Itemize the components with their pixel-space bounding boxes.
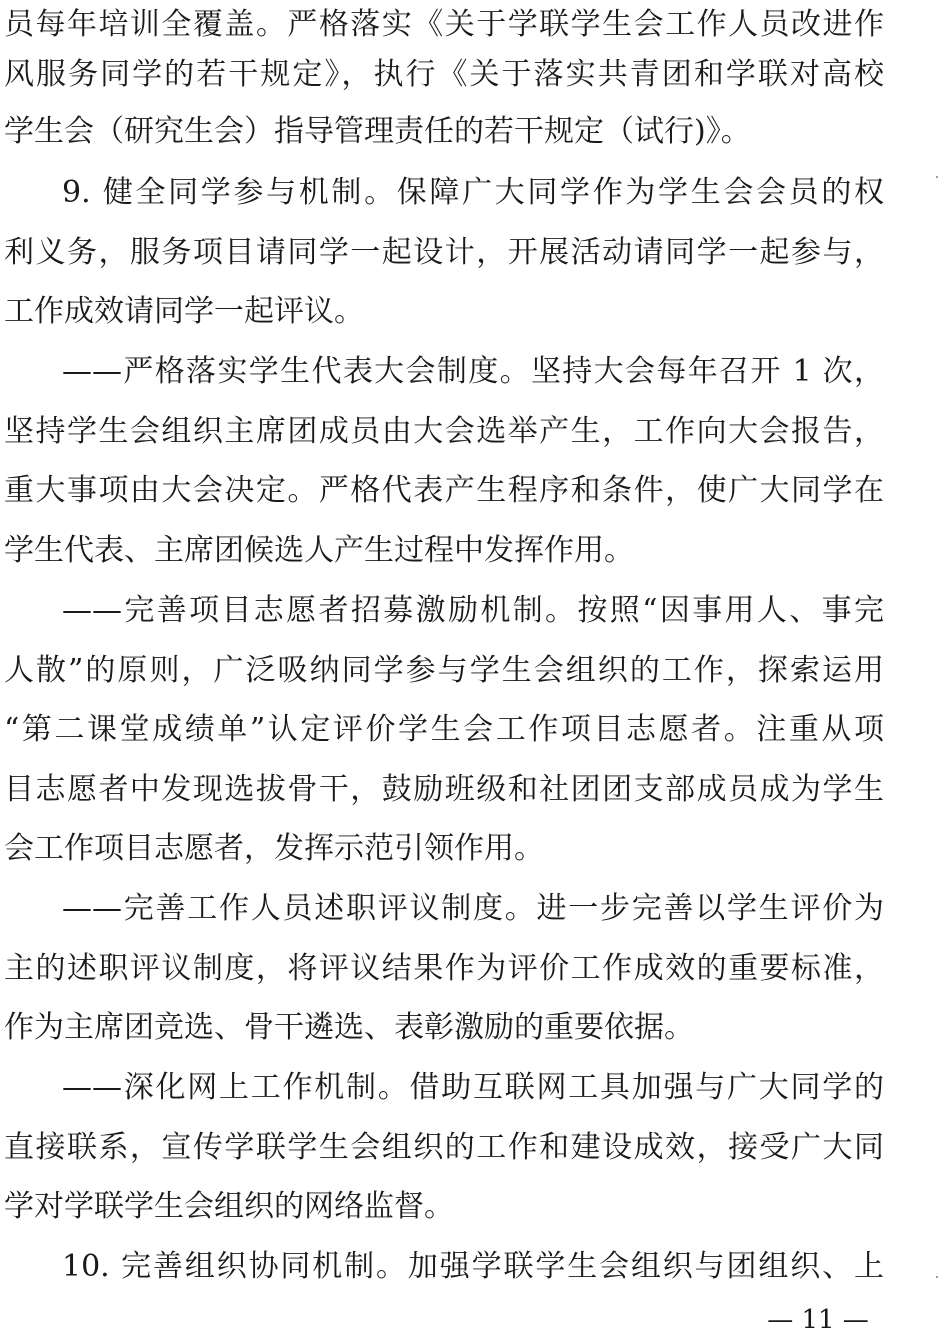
text-line: 学生会（研究生会）指导管理责任的若干规定（试行)》。: [4, 114, 751, 149]
text-line: “第二课堂成绩单”认定评价学生会工作项目志愿者。注重从项: [4, 712, 884, 747]
scan-edge-mark: [936, 1276, 938, 1278]
text-line: 9. 健全同学参与机制。保障广大同学作为学生会会员的权: [62, 175, 884, 210]
text-line: 10. 完善组织协同机制。加强学联学生会组织与团组织、上: [62, 1249, 884, 1284]
text-line: 作为主席团竞选、骨干遴选、表彰激励的重要依据。: [4, 1010, 694, 1045]
text-line: ——完善工作人员述职评议制度。进一步完善以学生评价为: [62, 891, 884, 926]
text-line: 坚持学生会组织主席团成员由大会选举产生，工作向大会报告，: [4, 414, 884, 449]
page-number: — 11 —: [767, 1305, 869, 1335]
scan-edge-mark: [936, 176, 938, 178]
text-line: 员每年培训全覆盖。严格落实《关于学联学生会工作人员改进作: [4, 7, 884, 42]
text-line: 学生代表、主席团候选人产生过程中发挥作用。: [4, 533, 634, 568]
text-line: ——深化网上工作机制。借助互联网工具加强与广大同学的: [62, 1070, 884, 1105]
text-line: 重大事项由大会决定。严格代表产生程序和条件，使广大同学在: [4, 473, 884, 508]
text-line: 直接联系，宣传学联学生会组织的工作和建设成效，接受广大同: [4, 1130, 884, 1165]
text-line: 风服务同学的若干规定》，执行《关于落实共青团和学联对高校: [4, 57, 884, 92]
text-line: ——严格落实学生代表大会制度。坚持大会每年召开 1 次，: [62, 354, 884, 389]
text-line: 主的述职评议制度，将评议结果作为评价工作成效的重要标准，: [4, 951, 884, 986]
text-line: 目志愿者中发现选拔骨干，鼓励班级和社团团支部成员成为学生: [4, 772, 884, 807]
text-line: ——完善项目志愿者招募激励机制。按照“因事用人、事完: [62, 593, 884, 628]
text-line: 会工作项目志愿者，发挥示范引领作用。: [4, 831, 544, 866]
text-line: 学对学联学生会组织的网络监督。: [4, 1189, 454, 1224]
text-line: 人散”的原则，广泛吸纳同学参与学生会组织的工作，探索运用: [4, 653, 884, 688]
text-line: 工作成效请同学一起评议。: [4, 294, 364, 329]
text-line: 利义务，服务项目请同学一起设计，开展活动请同学一起参与，: [4, 235, 884, 270]
